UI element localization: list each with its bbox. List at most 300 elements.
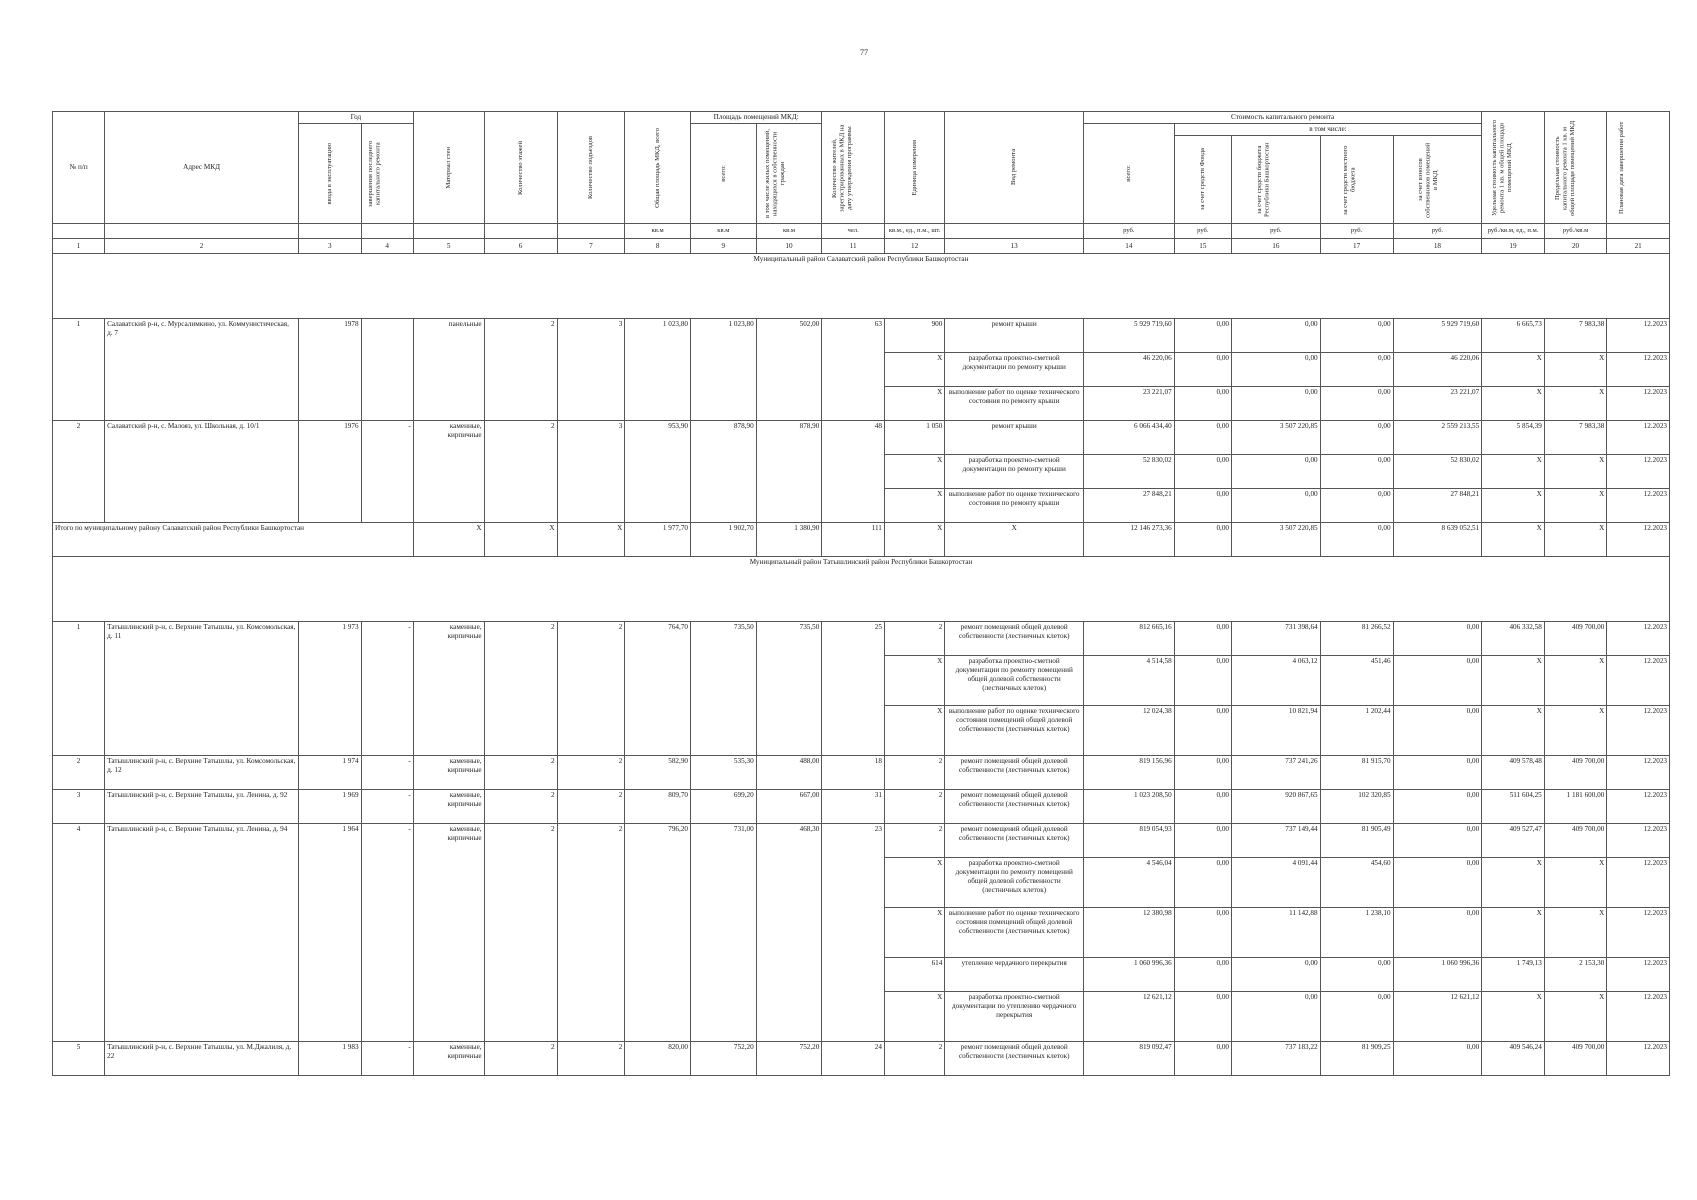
cost-total: 819 156,96 <box>1084 756 1175 790</box>
work-quantity: X <box>884 387 944 421</box>
work-quantity: X <box>884 992 944 1042</box>
cost-rb-budget: 920 867,65 <box>1232 790 1321 824</box>
floors-count: 2 <box>484 756 557 790</box>
repair-type: выполнение работ по оценке технического состояния помещений общей долевой собственности (лестничных клеток) <box>945 908 1084 958</box>
premises-area: 535,30 <box>691 756 757 790</box>
wall-material: каменные, кирпичные <box>413 622 484 756</box>
residents-count: 31 <box>822 790 885 824</box>
cost-local-budget: 102 320,85 <box>1320 790 1393 824</box>
cost-owners: 0,00 <box>1393 656 1482 706</box>
cost-local-budget: 0,00 <box>1320 421 1393 455</box>
residents-count: 23 <box>822 824 885 1042</box>
col-max-cost-header <box>1544 112 1607 224</box>
max-cost: X <box>1544 706 1607 756</box>
cost-rb-budget: 731 398,64 <box>1232 622 1321 656</box>
deadline-date: 12.2023 <box>1607 353 1670 387</box>
year-group-header: Год <box>299 112 414 124</box>
unit-cost: 5 854,39 <box>1482 421 1545 455</box>
column-number-cell: 20 <box>1544 239 1607 254</box>
premises-area: 1 023,80 <box>691 319 757 421</box>
deadline-date: 12.2023 <box>1607 656 1670 706</box>
cost-rb-budget: 0,00 <box>1232 958 1321 992</box>
unit-cost: X <box>1482 489 1545 523</box>
total-type: X <box>945 523 1084 557</box>
deadline-date: 12.2023 <box>1607 319 1670 353</box>
wall-material: каменные, кирпичные <box>413 756 484 790</box>
cost-fund: 0,00 <box>1174 824 1231 858</box>
total-area: 809,70 <box>625 790 691 824</box>
repair-type: ремонт помещений общей долевой собственности (лестничных клеток) <box>945 756 1084 790</box>
max-cost: X <box>1544 908 1607 958</box>
cost-total: 1 060 996,36 <box>1084 958 1175 992</box>
premises-area: 752,20 <box>691 1042 757 1076</box>
wall-material: каменные, кирпичные <box>413 421 484 523</box>
column-number-cell: 3 <box>299 239 362 254</box>
repair-type: ремонт помещений общей долевой собственности (лестничных клеток) <box>945 824 1084 858</box>
column-number-cell: 5 <box>413 239 484 254</box>
floors-count: 2 <box>484 790 557 824</box>
unit-cost: 6 665,73 <box>1482 319 1545 353</box>
total-area: 764,70 <box>625 622 691 756</box>
cost-fund: 0,00 <box>1174 1042 1231 1076</box>
deadline-date: 12.2023 <box>1607 1042 1670 1076</box>
cost-owners: 0,00 <box>1393 858 1482 908</box>
cost-fund: 0,00 <box>1174 756 1231 790</box>
cost-rb-budget: 0,00 <box>1232 455 1321 489</box>
total-date: 12.2023 <box>1607 523 1670 557</box>
year-last-repair: - <box>361 790 413 824</box>
col-year-last-repair-header <box>361 124 413 224</box>
residents-header-text: Количество жителей, зарегистрированных в МКД на дату утверждения программы <box>831 123 854 212</box>
max-cost: 409 700,00 <box>1544 622 1607 656</box>
col-area-residential-header <box>756 124 822 224</box>
unit-cell <box>299 224 362 239</box>
unit-cell: руб. <box>1393 224 1482 239</box>
cost-total: 4 546,04 <box>1084 858 1175 908</box>
cost-fund: 0,00 <box>1174 656 1231 706</box>
total-area-sum: 1 977,70 <box>625 523 691 557</box>
residential-area: 502,00 <box>756 319 822 421</box>
cost-owners: 0,00 <box>1393 706 1482 756</box>
house-address: Салаватский р-н, с. Малояз, ул. Школьная, д. 10/1 <box>105 421 299 523</box>
unit-cell <box>1607 224 1670 239</box>
cost-total: 1 023 208,50 <box>1084 790 1175 824</box>
cost-fund: 0,00 <box>1174 706 1231 756</box>
cost-owners: 0,00 <box>1393 790 1482 824</box>
year-commission: 1976 <box>299 421 362 523</box>
entrances-count: 2 <box>557 1042 625 1076</box>
cost-owners: 0,00 <box>1393 908 1482 958</box>
total-entrances: X <box>557 523 625 557</box>
cost-local-budget: 0,00 <box>1320 455 1393 489</box>
column-number-cell: 16 <box>1232 239 1321 254</box>
unit-cost: 409 546,24 <box>1482 1042 1545 1076</box>
unit-cost: 409 527,47 <box>1482 824 1545 858</box>
col-cost-total-header <box>1084 124 1175 224</box>
column-number-cell: 9 <box>691 239 757 254</box>
entrances-header-text: Количество подъездов <box>587 136 595 199</box>
work-quantity: 2 <box>884 622 944 656</box>
unit-cell: руб. <box>1174 224 1231 239</box>
unit-cost: X <box>1482 656 1545 706</box>
residents-count: 24 <box>822 1042 885 1076</box>
table-row <box>53 319 1670 353</box>
column-number-cell: 11 <box>822 239 885 254</box>
table-row <box>53 824 1670 858</box>
unit-cell: руб./кв.м, ед., п.м. <box>1482 224 1545 239</box>
column-number-cell: 18 <box>1393 239 1482 254</box>
deadline-date: 12.2023 <box>1607 455 1670 489</box>
col-deadline-header <box>1607 112 1670 224</box>
unit-cost: X <box>1482 858 1545 908</box>
year-last-repair: - <box>361 421 413 523</box>
cost-local-budget: 451,46 <box>1320 656 1393 706</box>
area-group-header: Площадь помещений МКД: <box>691 112 822 124</box>
entrances-count: 3 <box>557 319 625 421</box>
deadline-date: 12.2023 <box>1607 622 1670 656</box>
unit-cost: X <box>1482 387 1545 421</box>
cost-owners: 46 220,06 <box>1393 353 1482 387</box>
work-quantity: 2 <box>884 756 944 790</box>
deadline-date: 12.2023 <box>1607 790 1670 824</box>
row-number: 4 <box>53 824 105 1042</box>
max-cost: X <box>1544 858 1607 908</box>
year-commission: 1 974 <box>299 756 362 790</box>
unit-cost: 406 332,58 <box>1482 622 1545 656</box>
col-fund-header <box>1174 136 1231 224</box>
col-residents-header <box>822 112 885 224</box>
section-header-row <box>53 254 1670 319</box>
wall-material: каменные, кирпичные <box>413 824 484 1042</box>
max-cost: X <box>1544 992 1607 1042</box>
cost-fund: 0,00 <box>1174 489 1231 523</box>
cost-owners: 52 830,02 <box>1393 455 1482 489</box>
work-quantity: X <box>884 706 944 756</box>
total-area: 820,00 <box>625 1042 691 1076</box>
table-body <box>53 254 1670 1076</box>
year-commission: 1 973 <box>299 622 362 756</box>
col-walls-header <box>413 112 484 224</box>
year-commission-header-text: ввода в эксплуатацию <box>326 142 334 205</box>
col-no-header: № п/п <box>53 112 105 224</box>
wall-material: каменные, кирпичные <box>413 790 484 824</box>
cost-total: 12 621,12 <box>1084 992 1175 1042</box>
repair-type: ремонт помещений общей долевой собственности (лестничных клеток) <box>945 790 1084 824</box>
table-row <box>53 790 1670 824</box>
house-address: Татышлинский р-н, с. Верхние Татышлы, ул. М.Джалиля, д. 22 <box>105 1042 299 1076</box>
floors-count: 2 <box>484 319 557 421</box>
year-last-repair <box>361 319 413 421</box>
repair-type: утепление чердачного перекрытия <box>945 958 1084 992</box>
work-quantity: 1 050 <box>884 421 944 455</box>
residents-count: 25 <box>822 622 885 756</box>
cost-rb-budget: 737 149,44 <box>1232 824 1321 858</box>
cost-rb-budget: 0,00 <box>1232 353 1321 387</box>
max-cost: 1 181 600,00 <box>1544 790 1607 824</box>
unit-cell <box>105 224 299 239</box>
cost-rb-budget: 737 241,26 <box>1232 756 1321 790</box>
floors-count: 2 <box>484 1042 557 1076</box>
repair-type: ремонт помещений общей долевой собственности (лестничных клеток) <box>945 1042 1084 1076</box>
total-rb-budget: 3 507 220,85 <box>1232 523 1321 557</box>
entrances-count: 2 <box>557 622 625 756</box>
cost-fund: 0,00 <box>1174 958 1231 992</box>
wall-material: панельные <box>413 319 484 421</box>
work-quantity: 2 <box>884 790 944 824</box>
max-cost: 7 983,38 <box>1544 319 1607 353</box>
house-address: Татышлинский р-н, с. Верхние Татышлы, ул. Комсомольская, д. 12 <box>105 756 299 790</box>
total-area: 582,90 <box>625 756 691 790</box>
cost-local-budget: 81 266,52 <box>1320 622 1393 656</box>
cost-owners: 23 221,07 <box>1393 387 1482 421</box>
unit-cost: X <box>1482 908 1545 958</box>
page-number: 77 <box>860 48 868 57</box>
total-unit: X <box>884 523 944 557</box>
column-number-cell: 1 <box>53 239 105 254</box>
total-area: 796,20 <box>625 824 691 1042</box>
deadline-date: 12.2023 <box>1607 706 1670 756</box>
entrances-count: 2 <box>557 824 625 1042</box>
work-quantity: X <box>884 489 944 523</box>
deadline-date: 12.2023 <box>1607 421 1670 455</box>
cost-rb-budget: 0,00 <box>1232 489 1321 523</box>
work-quantity: 2 <box>884 1042 944 1076</box>
unit-cell <box>557 224 625 239</box>
table-row <box>53 1042 1670 1076</box>
cost-local-budget: 454,60 <box>1320 858 1393 908</box>
house-address: Татышлинский р-н, с. Верхние Татышлы, ул. Ленина, д. 94 <box>105 824 299 1042</box>
total-unit-cost: X <box>1482 523 1545 557</box>
incl-group-header: в том числе: <box>1174 124 1482 136</box>
cost-owners: 0,00 <box>1393 824 1482 858</box>
row-number: 2 <box>53 421 105 523</box>
col-year-commission-header <box>299 124 362 224</box>
cost-local-budget: 0,00 <box>1320 319 1393 353</box>
column-number-cell: 4 <box>361 239 413 254</box>
capital-repair-table <box>52 111 1670 1076</box>
cost-fund: 0,00 <box>1174 790 1231 824</box>
cost-owners: 2 559 213,55 <box>1393 421 1482 455</box>
unit-cell <box>413 224 484 239</box>
rb-budget-header-text: за счет средств бюджета Республики Башкортостан <box>1255 142 1271 217</box>
cost-rb-budget: 737 183,22 <box>1232 1042 1321 1076</box>
wall-material: каменные, кирпичные <box>413 1042 484 1076</box>
cost-total: 819 054,93 <box>1084 824 1175 858</box>
column-number-cell: 7 <box>557 239 625 254</box>
cost-fund: 0,00 <box>1174 908 1231 958</box>
floors-count: 2 <box>484 824 557 1042</box>
cost-local-budget: 1 202,44 <box>1320 706 1393 756</box>
work-quantity: 2 <box>884 824 944 858</box>
repair-type: ремонт помещений общей долевой собственности (лестничных клеток) <box>945 622 1084 656</box>
floors-header-text: Количество этажей <box>516 140 524 195</box>
total-row <box>53 523 1670 557</box>
cost-local-budget: 0,00 <box>1320 992 1393 1042</box>
area-residential-header-text: в том числе жилых помещений, находящихся в собственности граждан <box>764 129 787 218</box>
cost-local-budget: 0,00 <box>1320 387 1393 421</box>
max-cost-header-text: Предельная стоимость капитального ремонта 1 кв. м общей площади помещений МКД <box>1553 119 1576 216</box>
unit-cell <box>484 224 557 239</box>
year-last-repair: - <box>361 824 413 1042</box>
max-cost: X <box>1544 353 1607 387</box>
work-quantity: X <box>884 908 944 958</box>
unit-cell <box>53 224 105 239</box>
residential-area: 878,90 <box>756 421 822 523</box>
residential-area: 752,20 <box>756 1042 822 1076</box>
column-number-cell: 10 <box>756 239 822 254</box>
column-number-cell: 6 <box>484 239 557 254</box>
cost-fund: 0,00 <box>1174 421 1231 455</box>
area-total-header-text: всего: <box>719 165 727 182</box>
house-address: Татышлинский р-н, с. Верхние Татышлы, ул. Ленина, д. 92 <box>105 790 299 824</box>
cost-total: 12 024,38 <box>1084 706 1175 756</box>
column-number-cell: 8 <box>625 239 691 254</box>
unit-cell: кв.м <box>756 224 822 239</box>
column-number-cell: 12 <box>884 239 944 254</box>
table-row <box>53 421 1670 455</box>
row-number: 1 <box>53 622 105 756</box>
cost-rb-budget: 11 142,88 <box>1232 908 1321 958</box>
table-row <box>53 622 1670 656</box>
table-header <box>53 112 1670 254</box>
cost-owners: 5 929 719,60 <box>1393 319 1482 353</box>
unit-cell: кв.м., ед., п.м., шт. <box>884 224 944 239</box>
unit-cost: 409 578,48 <box>1482 756 1545 790</box>
work-quantity: 900 <box>884 319 944 353</box>
repair-type: выполнение работ по оценке технического состояния по ремонту крыши <box>945 489 1084 523</box>
total-walls: X <box>413 523 484 557</box>
residents-count: 63 <box>822 319 885 421</box>
cost-rb-budget: 0,00 <box>1232 992 1321 1042</box>
deadline-date: 12.2023 <box>1607 958 1670 992</box>
cost-total-header-text: всего: <box>1125 165 1133 182</box>
max-cost: X <box>1544 387 1607 421</box>
total-label: Итого по муниципальному району Салаватский район Республики Башкортостан <box>53 523 414 557</box>
deadline-date: 12.2023 <box>1607 824 1670 858</box>
max-cost: 409 700,00 <box>1544 756 1607 790</box>
cost-rb-budget: 10 821,94 <box>1232 706 1321 756</box>
residential-area: 735,50 <box>756 622 822 756</box>
section-header-row <box>53 557 1670 622</box>
units-row <box>53 224 1670 239</box>
cost-total: 819 092,47 <box>1084 1042 1175 1076</box>
repair-type: разработка проектно-сметной документации по ремонту крыши <box>945 353 1084 387</box>
cost-fund: 0,00 <box>1174 353 1231 387</box>
col-local-budget-header <box>1320 136 1393 224</box>
walls-header-text: Материал стен <box>444 146 452 189</box>
repair-type: разработка проектно-сметной документации по ремонту помещений общей долевой собственности (лестничных клеток) <box>945 858 1084 908</box>
deadline-date: 12.2023 <box>1607 858 1670 908</box>
deadline-date: 12.2023 <box>1607 489 1670 523</box>
section-title: Муниципальный район Татышлинский район Республики Башкортостан <box>53 557 1670 622</box>
unit-cost: X <box>1482 992 1545 1042</box>
cost-group-header: Стоимость капитального ремонта <box>1084 112 1482 124</box>
work-quantity: X <box>884 353 944 387</box>
total-premises-area: 1 902,70 <box>691 523 757 557</box>
col-floors-header <box>484 112 557 224</box>
max-cost: 409 700,00 <box>1544 1042 1607 1076</box>
year-last-repair: - <box>361 1042 413 1076</box>
unit-cell: руб. <box>1320 224 1393 239</box>
unit-cell: руб. <box>1232 224 1321 239</box>
unit-cost: X <box>1482 353 1545 387</box>
residents-count: 18 <box>822 756 885 790</box>
entrances-count: 3 <box>557 421 625 523</box>
unit-cost: 1 749,13 <box>1482 958 1545 992</box>
cost-fund: 0,00 <box>1174 992 1231 1042</box>
entrances-count: 2 <box>557 790 625 824</box>
cost-owners: 12 621,12 <box>1393 992 1482 1042</box>
unit-cost: X <box>1482 706 1545 756</box>
cost-fund: 0,00 <box>1174 858 1231 908</box>
cost-total: 52 830,02 <box>1084 455 1175 489</box>
cost-fund: 0,00 <box>1174 387 1231 421</box>
column-number-cell: 13 <box>945 239 1084 254</box>
unit-cell: руб. <box>1084 224 1175 239</box>
unit-cell: чел. <box>822 224 885 239</box>
column-number-cell: 2 <box>105 239 299 254</box>
cost-fund: 0,00 <box>1174 319 1231 353</box>
year-commission: 1 969 <box>299 790 362 824</box>
column-number-cell: 21 <box>1607 239 1670 254</box>
deadline-date: 12.2023 <box>1607 387 1670 421</box>
row-number: 2 <box>53 756 105 790</box>
row-number: 5 <box>53 1042 105 1076</box>
repair-type: разработка проектно-сметной документации по утеплению чердачного перекрытия <box>945 992 1084 1042</box>
cost-total: 812 665,16 <box>1084 622 1175 656</box>
cost-owners: 0,00 <box>1393 1042 1482 1076</box>
cost-local-budget: 1 238,10 <box>1320 908 1393 958</box>
fund-header-text: за счет средств Фонда <box>1199 148 1207 211</box>
work-quantity: X <box>884 858 944 908</box>
owners-header-text: за счет взносов собственников помещений в МКД <box>1417 141 1440 218</box>
row-number: 1 <box>53 319 105 421</box>
deadline-date: 12.2023 <box>1607 908 1670 958</box>
repair-type-header-text: Вид ремонта <box>1010 149 1018 186</box>
col-entrances-header <box>557 112 625 224</box>
work-quantity: 614 <box>884 958 944 992</box>
cost-owners: 0,00 <box>1393 756 1482 790</box>
year-commission: 1 964 <box>299 824 362 1042</box>
repair-type: выполнение работ по оценке технического состояния помещений общей долевой собственности (лестничных клеток) <box>945 706 1084 756</box>
premises-area: 878,90 <box>691 421 757 523</box>
total-owners: 8 639 052,51 <box>1393 523 1482 557</box>
residents-count: 48 <box>822 421 885 523</box>
total-area-header-text: Общая площадь МКД, всего <box>653 127 661 208</box>
col-rb-budget-header <box>1232 136 1321 224</box>
col-unit-header <box>884 112 944 224</box>
cost-rb-budget: 0,00 <box>1232 319 1321 353</box>
column-number-cell: 15 <box>1174 239 1231 254</box>
col-repair-type-header <box>945 112 1084 224</box>
cost-owners: 27 848,21 <box>1393 489 1482 523</box>
total-floors: X <box>484 523 557 557</box>
row-number: 3 <box>53 790 105 824</box>
unit-cost: 511 604,25 <box>1482 790 1545 824</box>
residential-area: 667,00 <box>756 790 822 824</box>
work-quantity: X <box>884 656 944 706</box>
residential-area: 468,30 <box>756 824 822 1042</box>
year-last-repair: - <box>361 756 413 790</box>
cost-rb-budget: 4 091,44 <box>1232 858 1321 908</box>
local-budget-header-text: за счет средств местного бюджета <box>1341 144 1357 215</box>
unit-cell: кв.м <box>625 224 691 239</box>
repair-type: выполнение работ по оценке технического состояния по ремонту крыши <box>945 387 1084 421</box>
cost-rb-budget: 0,00 <box>1232 387 1321 421</box>
section-title: Муниципальный район Салаватский район Республики Башкортостан <box>53 254 1670 319</box>
deadline-date: 12.2023 <box>1607 992 1670 1042</box>
table-row <box>53 756 1670 790</box>
